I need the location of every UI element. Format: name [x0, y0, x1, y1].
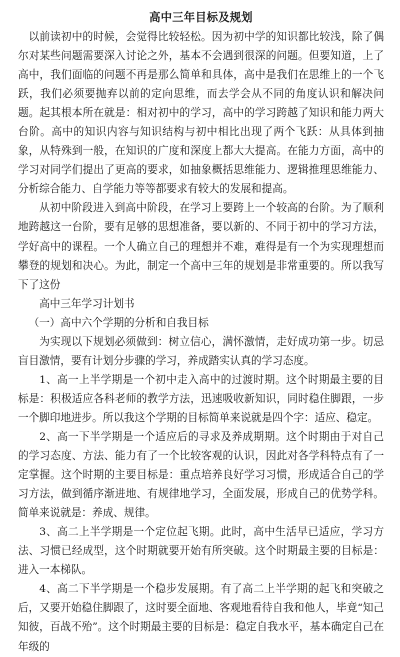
paragraph-semester-4: 4、高二下半学期是一个稳步发展期。有了高二上半学期的起飞和突破之后，又要开始稳住脚跟了，这时要全面地、客观地看待自我和他人，毕竟“知己知彼，百战不殆”。这个时期最主要的目标是：稳定自我水平，基本确定自己在年级的 [18, 583, 384, 653]
plan-subtitle: 高中三年学习计划书 [39, 297, 135, 310]
paragraph-requirements: 为实现以下规划必须做到：树立信心，满怀激情，走好成功第一步。切忌盲目激情，要有计划分步骤的学习，养成踏实认真的学习态度。 [18, 335, 384, 367]
paragraph-semester-1: 1、高一上半学期是一个初中走入高中的过渡时期。这个时期最主要的目标是：积极适应各科老师的教学方法，迅速吸收新知识，同时稳住脚跟，一步一个脚印地进步。所以我这个学期的目标简单来说就是四个字：适应、稳定。 [18, 373, 384, 424]
paragraph-transition: 从初中阶段进入到高中阶段，在学习上要跨上一个较高的台阶。为了顺利地跨越这一台阶，要有足够的思想准备，要以新的、不同于初中的学习方法，学好高中的课程。一个人确立自己的理想并不难，难得是有一个为实现理想而攀登的规划和决心。为此，制定一个高中三年的规划是非常重要的。所以我写下了这份 [18, 202, 384, 291]
paragraph-semester-3: 3、高二上半学期是一个定位起飞期。此时，高中生活早已适应，学习方法、习惯已经成型，这个时期就要开始有所突破。这个时期最主要的目标是：进入一本梯队。 [18, 526, 384, 577]
paragraph-semester-2: 2、高一下半学期是一个适应后的寻求及养成期期。这个时期由于对自己的学习态度、方法、能力有了一个比较客观的认识，因此对各学科特点有了一定掌握。这个时期的主要目标是：重点培养良好学习习惯，形成适合自己的学习方法，做到循序渐进地、有规律地学习，全面发展，形成自己的优势学科。简单来说就是：养成、规律。 [18, 430, 384, 520]
paragraph-intro: 以前读初中的时候，会觉得比较轻松。因为初中学的知识都比较浅，除了偶尔对某些问题需要深入讨论之外，基本不会遇到很深的问题。但要知道，上了高中，我们面临的问题不再是那么简单和具体，高中是我们在思维上的一个飞跃，我们必须要抛弃以前的定向思维，而去学会从不同的角度认识和解决问题。起其根本所在就是：相对初中的学习，高中的学习跨越了知识和能力两大台阶。高中的知识内容与知识结构与初中相比出现了两个飞跃：从具体到抽象，从特殊到一般，在知识的广度和深度上都大大提高。在能力方面，高中的学习对同学们提出了更高的要求，如抽象概括思维能力、逻辑推理思维能力、分析综合能力、自学能力等等都要求有较大的发展和提高。 [18, 31, 384, 196]
document-title: 高中三年目标及规划 [149, 10, 253, 24]
section-heading-1: （一）高中六个学期的分析和自我目标 [28, 316, 209, 329]
